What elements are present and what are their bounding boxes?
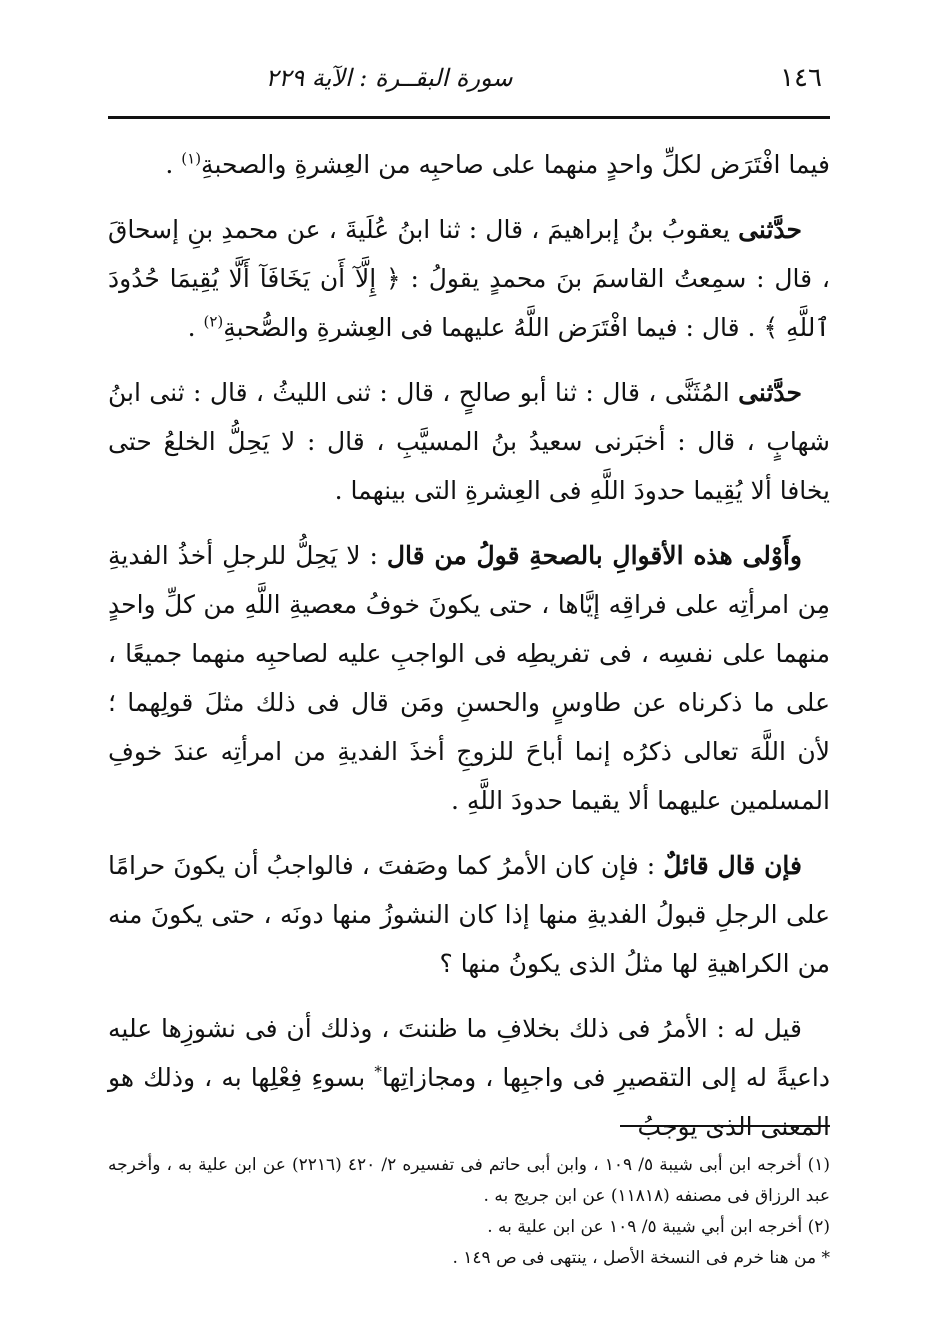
main-text: [108, 140, 830, 1167]
footnotes: [108, 1150, 830, 1274]
paragraph-5-text: : فإن كان الأمرُ كما وصَفتَ ، فالواجبُ أن يكونَ حرامًا على الرجلِ قبولُ الفديةِ منها إذا كان النشوزُ منها دونَه ، حتى يكونَ منه من الكراهيةِ لها مثلُ الذى يكونُ منها ؟: [108, 851, 830, 978]
paragraph-4-text: : لا يَحِلُّ للرجلِ أخذُ الفديةِ مِن امرأتِه على فراقِه إيَّاها ، حتى يكونَ خوفُ معصيةِ اللَّهِ من كلِّ واحدٍ منهما على نفسِه ، فى تفريطِه فى الواجبِ عليه لصاحبِه منهما جميعًا ، على ما ذكرناه عن طاوسٍ والحسنِ ومَن قال فى ذلك مثلَ قولِهما ؛ لأن اللَّهَ تعالى ذكرُه إنما أباحَ للزوجِ أخذَ الفديةِ من امرأتِه عندَ خوفِ المسلمين عليهما ألا يقيما حدودَ اللَّهِ .: [108, 541, 830, 815]
paragraph-1: [108, 140, 830, 189]
paragraph-4-lead: وأَوْلى هذه الأقوالِ بالصحةِ قولُ من قال: [386, 541, 803, 570]
paragraph-3-text: المُثَنَّى ، قال : ثنا أبو صالحٍ ، قال : ثنى الليثُ ، قال : ثنى ابنُ شهابٍ ، قال : أخبَرنى سعيدُ بنُ المسيَّبِ ، قال : لا يَحِلُّ الخلعُ حتى يخافا ألا يُقِيما حدودَ اللَّهِ فى العِشرةِ التى بينهما .: [108, 378, 830, 505]
paragraph-2: [108, 205, 830, 352]
paragraph-1-text: فيما افْتَرَض لكلِّ واحدٍ منهما على صاحبِه من العِشرةِ والصحبةِ: [201, 150, 830, 179]
paragraph-6: [108, 1004, 830, 1151]
paragraph-6-text-after: بسوءِ فِعْلِها به ، وذلك هو المعنى الذى يوجبُ: [108, 1063, 830, 1141]
paragraph-2-text: يعقوبُ بنُ إبراهيمَ ، قال : ثنا ابنُ عُلَيةَ ، عن محمدِ بنِ إسحاقَ ، قال : سمِعتُ القاسمَ بنَ محمدٍ يقولُ : ﴿ إِلَّآ أَن يَخَافَآ أَلَّا يُقِيمَا حُدُودَ ٱللَّهِ ﴾ . قال : فيما افْتَرَض اللَّهُ عليهما فى العِشرةِ والصُّحبةِ: [108, 215, 830, 342]
footnote-3: * من هنا خرم فى النسخة الأصل ، ينتهى فى ص ١٤٩ .: [452, 1248, 830, 1268]
paragraph-4: [108, 531, 830, 825]
paragraph-5-lead: فإن قال قائلٌ: [663, 851, 802, 880]
running-title: سورة البقــرة : الآية ٢٢٩: [265, 64, 513, 92]
footnote-rule: [620, 1125, 830, 1127]
page-header: [108, 58, 830, 98]
footnote-2: (٢) أخرجه ابن أبي شيبة ٥/ ١٠٩ عن ابن علية به .: [487, 1217, 830, 1237]
paragraph-3-lead: حدَّثنى: [738, 378, 802, 407]
paragraph-3: [108, 368, 830, 515]
header-rule: [108, 116, 830, 119]
paragraph-5: [108, 841, 830, 988]
page-number: ١٤٦: [780, 63, 822, 93]
paragraph-2-end: .: [187, 313, 204, 342]
footnote-ref-2: (٢): [203, 312, 224, 331]
paragraph-1-end: .: [165, 150, 182, 179]
footnote-1: (١) أخرجه ابن أبى شيبة ٥/ ١٠٩ ، وابن أبى حاتم فى تفسيره ٢/ ٤٢٠ (٢٢١٦) عن ابن علية به ، وأخرجه عبد الرزاق فى مصنفه (١١٨١٨) عن ابن جريج به .: [108, 1155, 830, 1206]
paragraph-2-lead: حدَّثنى: [738, 215, 802, 244]
paragraph-6-text-before: قيل له : الأمرُ فى ذلك بخلافِ ما ظننتَ ، وذلك أن فى نشوزِها عليه داعيةً له إلى التقصيرِ فى واجبِها ، ومجازاتِها: [108, 1014, 830, 1092]
footnote-ref-1: (١): [181, 149, 202, 168]
lacuna-mark: *: [374, 1062, 382, 1081]
